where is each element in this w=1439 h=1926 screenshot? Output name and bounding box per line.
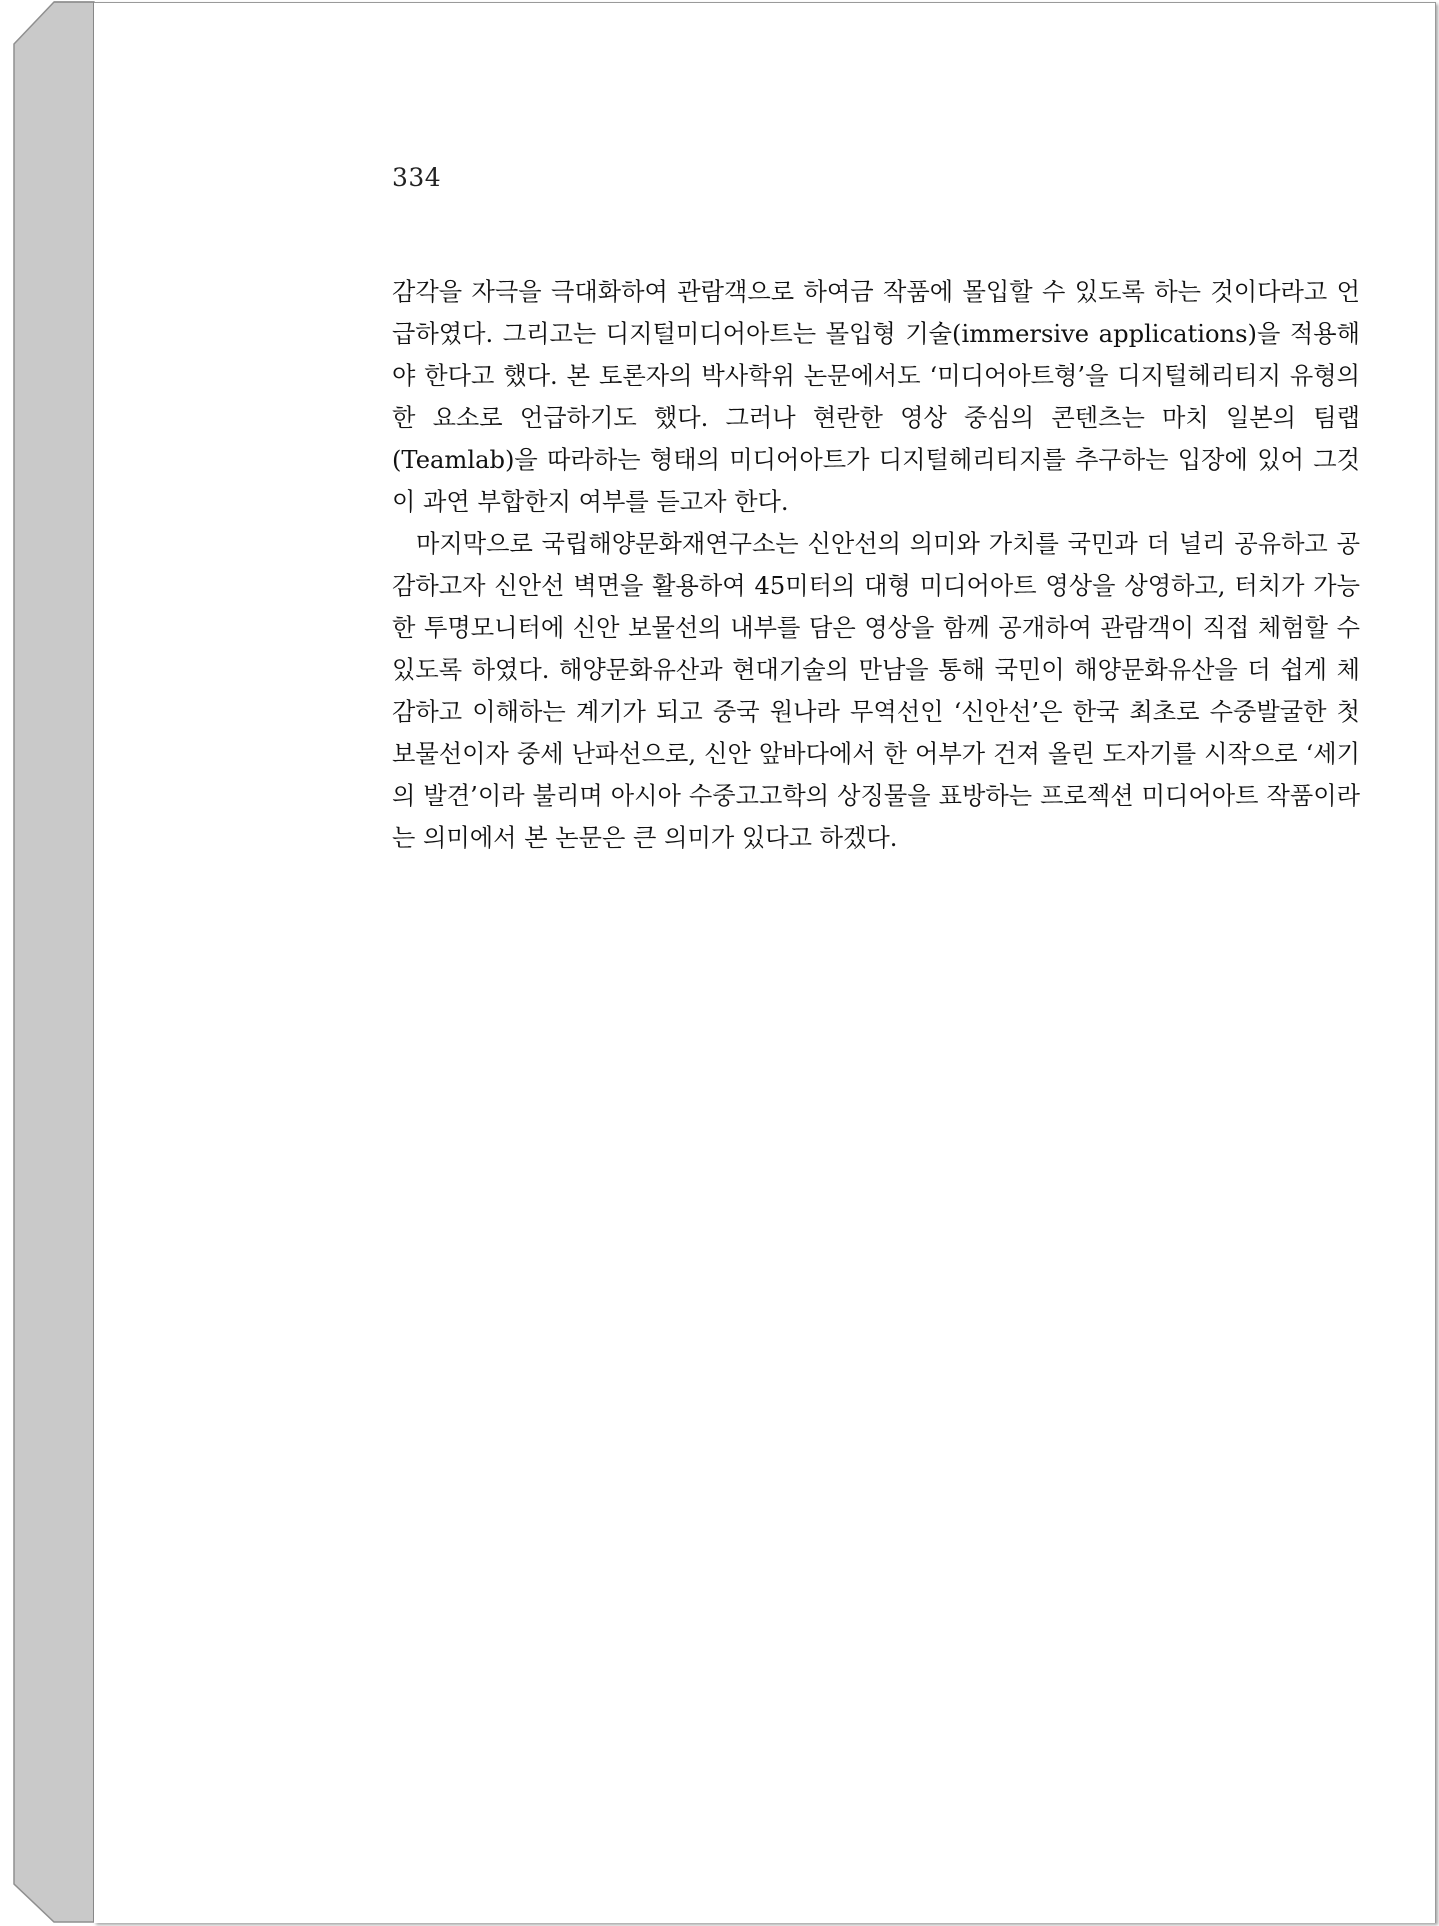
body-text [392,271,1360,859]
paragraph: 마지막으로 국립해양문화재연구소는 신안선의 의미와 가치를 국민과 더 널리 공유하고 공감하고자 신안선 벽면을 활용하여 45미터의 대형 미디어아트 영상을 상영하고, 터치가 가능한 투명모니터에 신안 보물선의 내부를 담은 영상을 함께 공개하여 관람객이 직접 체험할 수 있도록 하였다. 해양문화유산과 현대기술의 만남을 통해 국민이 해양문화유산을 더 쉽게 체감하고 이해하는 계기가 되고 중국 원나라 무역선인 ‘신안선’은 한국 최초로 수중발굴한 첫 보물선이자 중세 난파선으로, 신안 앞바다에서 한 어부가 건져 올린 도자기를 시작으로 ‘세기의 발견’이라 불리며 아시아 수중고고학의 상징물을 표방하는 프로젝션 미디어아트 작품이라는 의미에서 본 논문은 큰 의미가 있다고 하겠다. [392,530,1360,852]
page-number: 334 [392,163,442,192]
paragraph: 감각을 자극을 극대화하여 관람객으로 하여금 작품에 몰입할 수 있도록 하는 것이다라고 언급하였다. 그리고는 디지털미디어아트는 몰입형 기술(immersive applications)을 적용해야 한다고 했다. 본 토론자의 박사학위 논문에서도 ‘미디어아트형’을 디지털헤리티지 유형의 한 요소로 언급하기도 했다. 그러나 현란한 영상 중심의 콘텐츠는 마치 일본의 팀랩(Teamlab)을 따라하는 형태의 미디어아트가 디지털헤리티지를 추구하는 입장에 있어 그것이 과연 부합한지 여부를 듣고자 한다. [392,278,1360,516]
document-page [94,2,1436,1923]
